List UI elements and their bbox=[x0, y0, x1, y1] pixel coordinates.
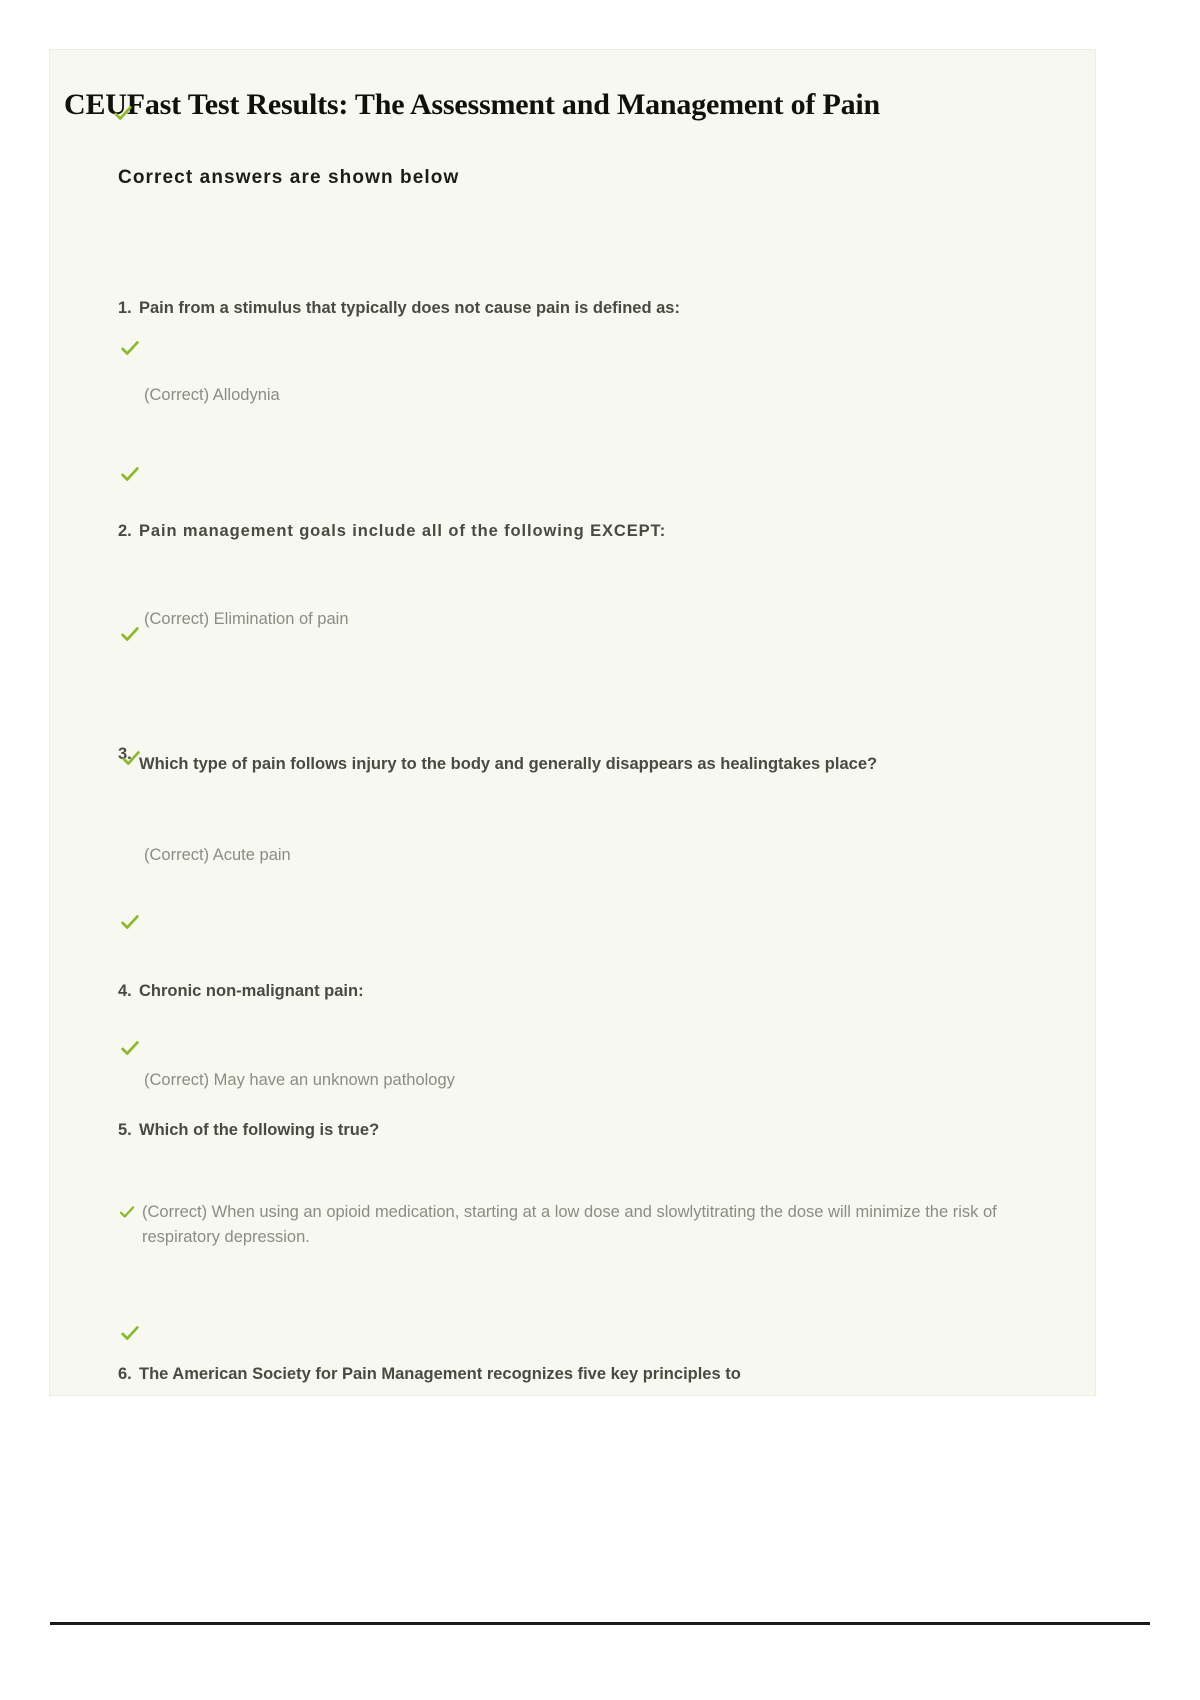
page-title: CEUFast Test Results: The Assessment and Management of Pain bbox=[64, 88, 881, 121]
document-page bbox=[50, 50, 1095, 1395]
check-icon-4b bbox=[119, 1037, 141, 1059]
check-icon-2a bbox=[119, 463, 141, 485]
question-3-number: 3. bbox=[118, 745, 132, 763]
question-3-text: Which type of pain follows injury to the body and generally disappears as healingtakes place? bbox=[139, 755, 878, 773]
question-1-text: Pain from a stimulus that typically does not cause pain is defined as: bbox=[139, 299, 680, 317]
check-icon-3 bbox=[120, 747, 142, 769]
question-5-text: Which of the following is true? bbox=[139, 1121, 380, 1139]
answer-3: (Correct) Acute pain bbox=[144, 846, 291, 864]
question-6-number: 6. bbox=[118, 1365, 132, 1383]
answer-1: (Correct) Allodynia bbox=[144, 386, 280, 404]
questions-list bbox=[50, 50, 1095, 1395]
check-icon-4a bbox=[119, 911, 141, 933]
footer-divider bbox=[50, 1622, 1150, 1625]
check-icon-6 bbox=[119, 1322, 141, 1344]
question-6-text: The American Society for Pain Management recognizes five key principles to bbox=[139, 1365, 741, 1383]
answer-2: (Correct) Elimination of pain bbox=[144, 610, 349, 628]
question-5-number: 5. bbox=[118, 1121, 132, 1139]
check-icon-1 bbox=[119, 337, 141, 359]
question-1-number: 1. bbox=[118, 299, 132, 317]
question-2-text: Pain management goals include all of the following EXCEPT: bbox=[139, 522, 667, 540]
check-icon-2b bbox=[119, 623, 141, 645]
subtitle: Correct answers are shown below bbox=[118, 167, 460, 188]
answer-4: (Correct) May have an unknown pathology bbox=[144, 1071, 455, 1089]
answer-5: (Correct) When using an opioid medication, starting at a low dose and slowlytitrating the dose will minimize the risk of respiratory depression. bbox=[142, 1203, 997, 1246]
question-4-text: Chronic non-malignant pain: bbox=[139, 982, 364, 1000]
question-2-number: 2. bbox=[118, 522, 132, 540]
question-4-number: 4. bbox=[118, 982, 132, 1000]
check-icon-5 bbox=[118, 1203, 136, 1221]
